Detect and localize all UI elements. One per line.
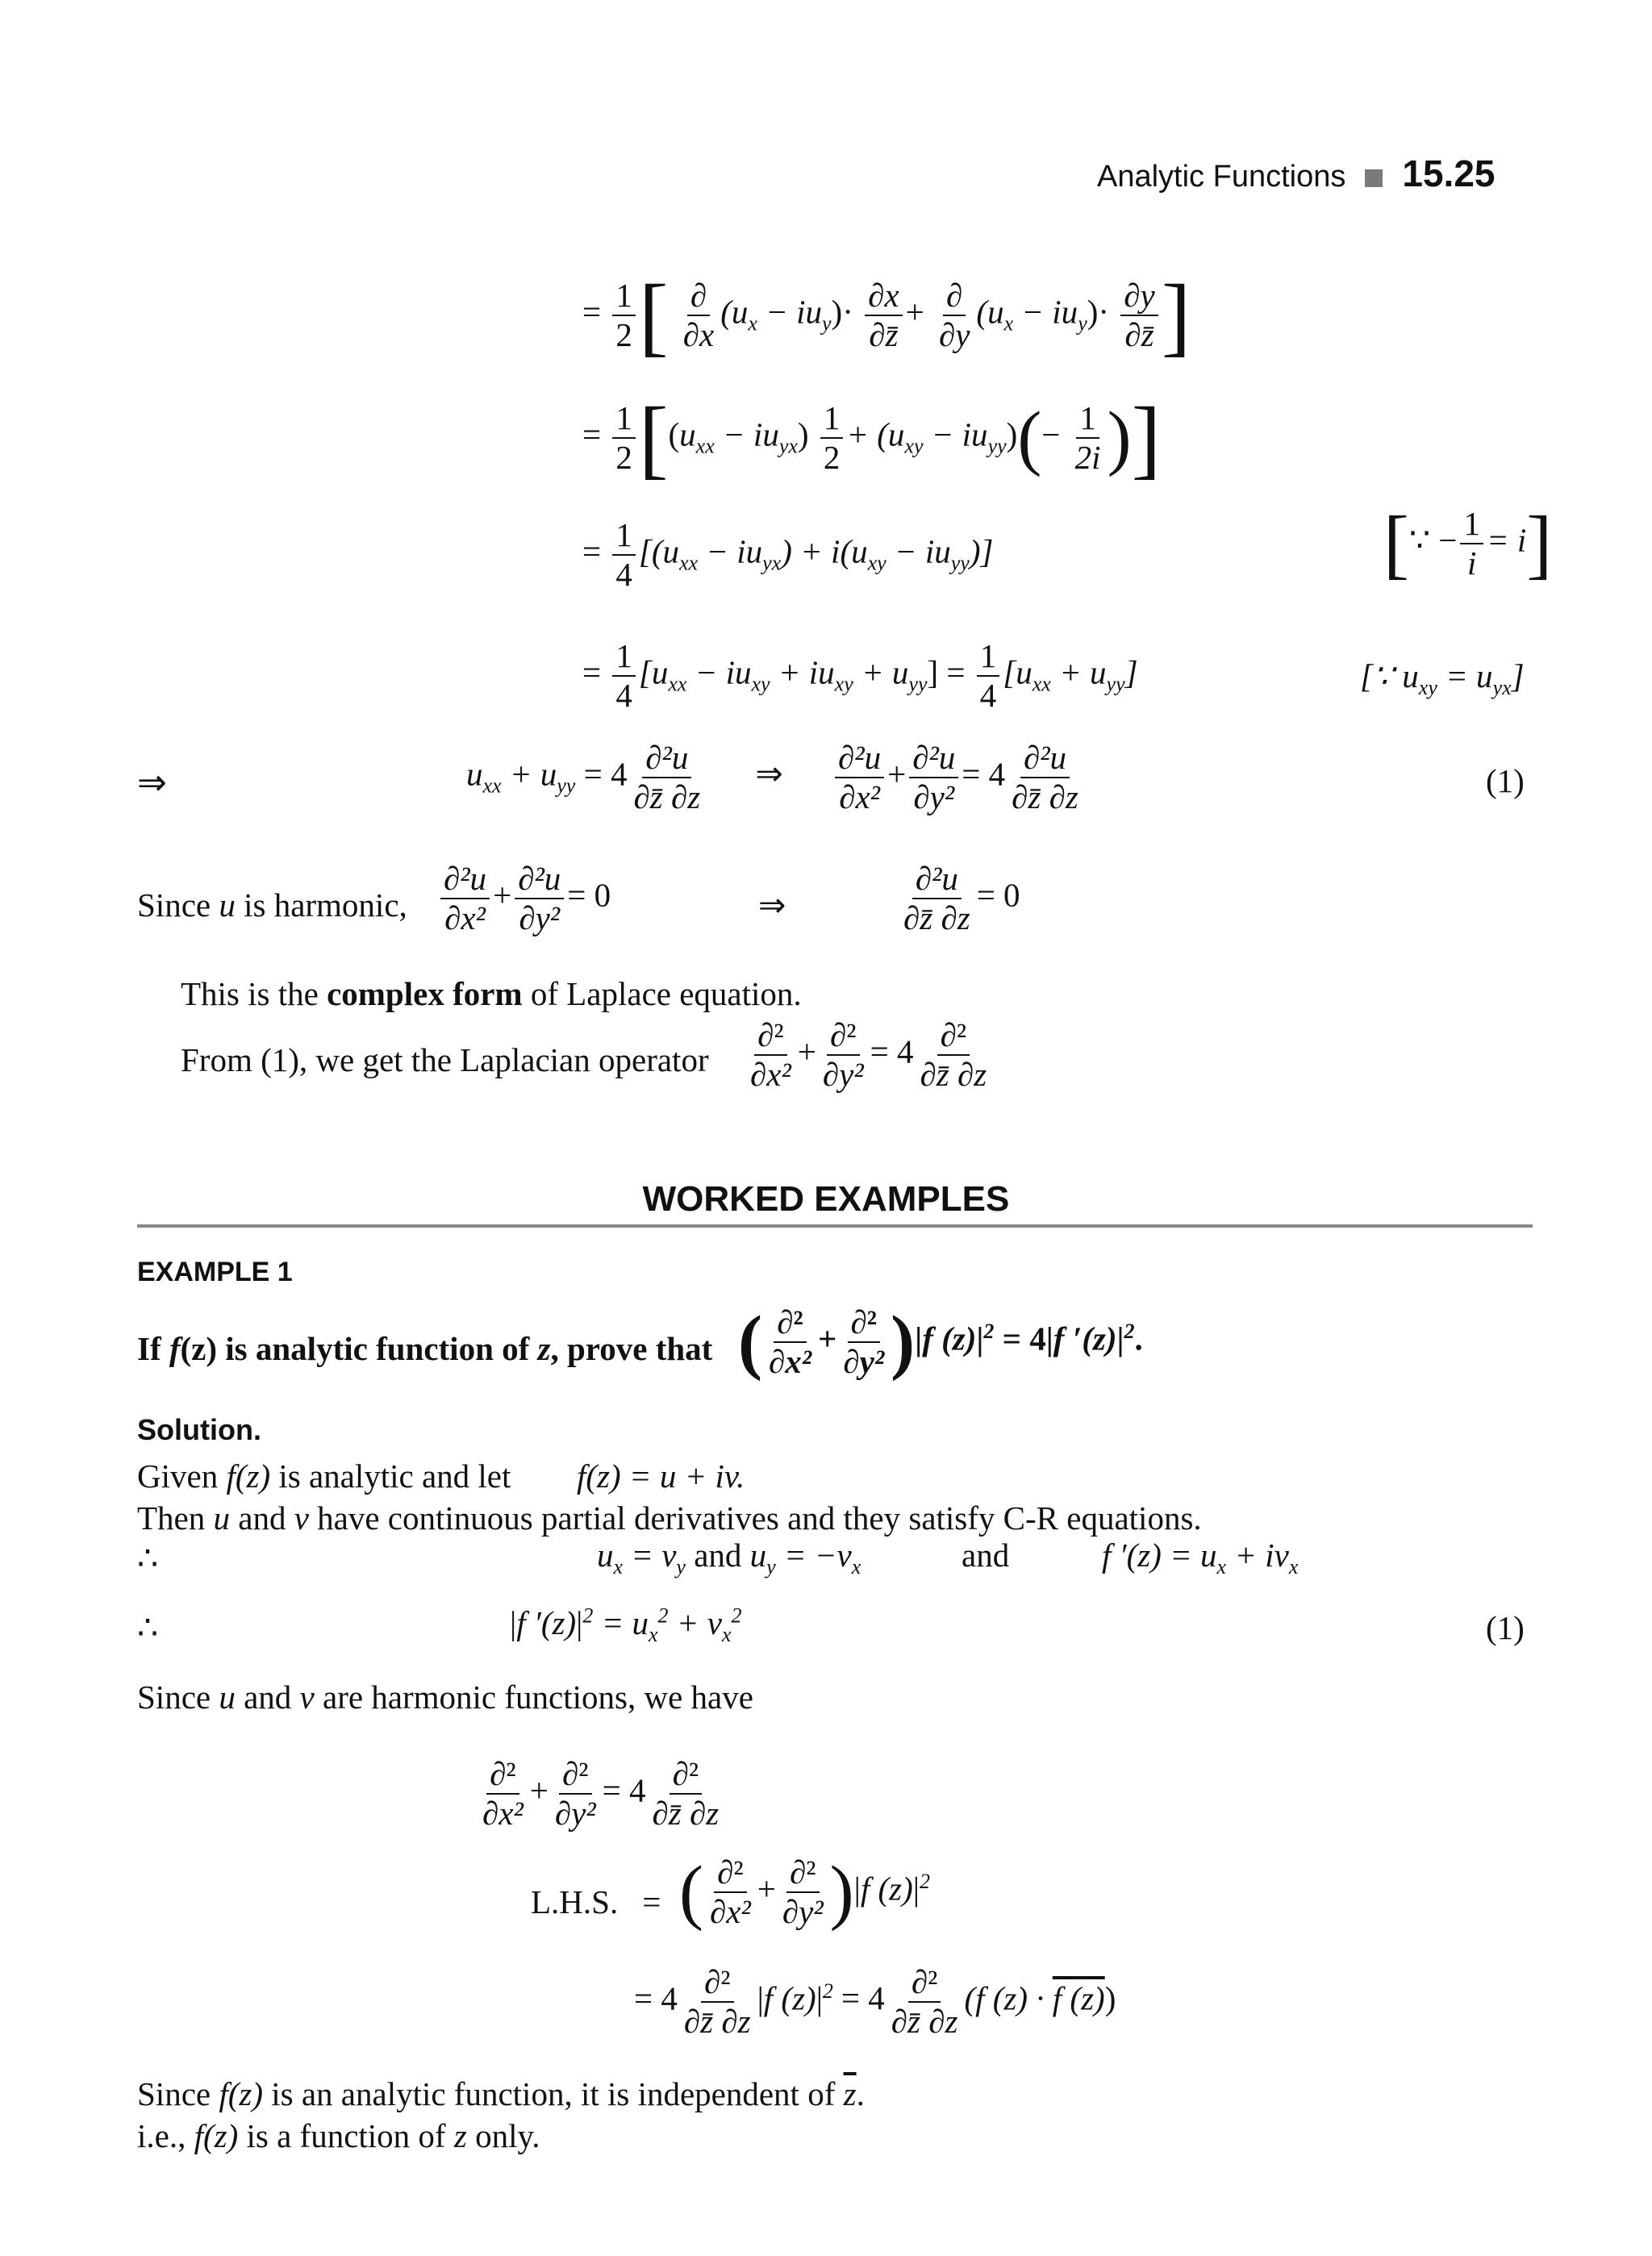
right-bracket: ] bbox=[1526, 500, 1553, 586]
given-equation: f(z) = u + iv. bbox=[577, 1457, 745, 1495]
harmonic-statement: Since u is harmonic, bbox=[137, 886, 407, 924]
d2-dx2: $\frac{\text{∂²}}{\text{∂x²}}$ bbox=[482, 1755, 524, 1833]
modulus-equation: |f $'(z)|^2 = u_x^2 + v_x^2$ bbox=[510, 1603, 742, 1647]
function-of-z-line: i.e., f(z) is a function of z only. bbox=[137, 2117, 540, 2154]
equation-line-1: = $\frac{1}{2}$ [ $\frac{\partial}{\partial x}$ $(u_x - iu_y)\cdot$ $\frac{\partial x}{\partial z̄}$ + $\frac{\partial}{\partial y}$ $(u_x - iu_y)\cdot$ $\frac{\partial y}{\partial z̄}$ ] bbox=[582, 266, 1191, 365]
chapter-title: Analytic Functions bbox=[1097, 160, 1346, 194]
equation-line-4: = $\frac{1}{4}$ $[u_{xx} - iu_{xy} + iu_{xy} + u_{yy}]$ = $\frac{1}{4}$ $[u_{xx} + u_{yy}]$ bbox=[582, 637, 1138, 715]
section-rule bbox=[137, 1224, 1533, 1228]
given-line: Given f(z) is analytic and let bbox=[137, 1457, 511, 1495]
d2u-dzbar-dz-2: $\frac{\text{∂²u}}{\partial z̄ \partial z}$ bbox=[1012, 739, 1078, 816]
note-one-over-i: [∵ − $\frac{1}{i}$ = i] bbox=[1383, 500, 1553, 586]
right-bracket: ] bbox=[1161, 266, 1191, 365]
d2-dx2: $\frac{\text{∂²}}{\text{∂x²}}$ bbox=[750, 1016, 791, 1094]
fraction-one-over-i: $\frac{1}{i}$ bbox=[1460, 507, 1483, 581]
equation-line-5: $u_{xx} + u_{yy} = 4$ $\frac{\text{∂²u}}{\partial z̄ \partial z}$ ⇒ $\frac{\text{∂²u}}{\text{∂x²}}$ + $\frac{\text{∂²u}}{\text{∂y²}}$ = 4 $\frac{\text{∂²u}}{\partial z̄ \partial z}$ bbox=[466, 740, 1085, 815]
example-statement: If f(z) is analytic function of z, prove that bbox=[137, 1330, 713, 1367]
example-equation: ( $\frac{\text{∂²}}{\text{∂x²}}$ + $\frac{\text{∂²}}{\text{∂y²}}$ )|f $(z)|^2 = 4|f$ $'(z)|^2$. bbox=[738, 1302, 1143, 1382]
d2u-dy2: $\frac{\text{∂²u}}{\text{∂y²}}$ bbox=[515, 861, 564, 936]
equals-sign: = bbox=[582, 293, 602, 331]
d2-dy2: $\frac{\text{∂²}}{\text{∂y²}}$ bbox=[554, 1755, 596, 1833]
solution-label: Solution. bbox=[137, 1413, 261, 1446]
running-header bbox=[1097, 152, 1496, 195]
term-u: (u bbox=[720, 293, 749, 331]
operator-equation: $\frac{\text{∂²}}{\text{∂x²}}$ + $\frac{\text{∂²}}{\text{∂y²}}$ = 4 $\frac{\text{∂²}}{\partial z̄ \partial z}$ bbox=[476, 1757, 725, 1831]
d2u-dx2: $\frac{\text{∂²u}}{\text{∂x²}}$ bbox=[835, 740, 884, 815]
therefore-symbol-2: ∴ bbox=[137, 1609, 159, 1646]
d2u-dzbar-dz: $\frac{\text{∂²u}}{\partial z̄ \partial z}$ bbox=[903, 860, 970, 937]
derivative-expression: f $'(z) = u_x + iv_x$ bbox=[1102, 1537, 1299, 1579]
dy-dzbar-fraction: $\frac{\partial y}{\partial z̄}$ bbox=[1120, 278, 1158, 352]
lhs-expression: ( $\frac{\text{∂²}}{\text{∂x²}}$ + $\frac{\text{∂²}}{\text{∂y²}}$ )|f $(z)|^2$ bbox=[679, 1852, 930, 1933]
equation-number-1b: (1) bbox=[1486, 1609, 1525, 1646]
d2-dzbar-dz: $\frac{\text{∂²}}{\partial z̄ \partial z}$ bbox=[920, 1016, 987, 1094]
d2-dx2: $\frac{\text{∂²}}{\text{∂x²}}$ bbox=[709, 1854, 751, 1931]
d2-dx2: $\frac{\text{∂²}}{\text{∂x²}}$ bbox=[768, 1303, 812, 1381]
d2-dzbar-dz: $\frac{\text{∂²}}{\partial z̄ \partial z}$ bbox=[652, 1755, 720, 1833]
d2u-dx2: $\frac{\text{∂²u}}{\text{∂x²}}$ bbox=[440, 861, 490, 936]
section-title: WORKED EXAMPLES bbox=[642, 1179, 1010, 1219]
left-bracket: [ bbox=[1383, 500, 1409, 586]
rhs-expression: = 4 $\frac{\text{∂²}}{\partial z̄ \partial z}$ |f $(z)|^2 = 4$ $\frac{\text{∂²}}{\partial z̄ \partial z}$ (f (z) · f (z)) bbox=[634, 1963, 1116, 2041]
equation-line-3: = $\frac{1}{4}$ $[(u_{xx} - iu_{yx}) + i(u_{xy} - iu_{yy})]$ bbox=[582, 516, 994, 594]
implies-arrow: ⇒ bbox=[137, 763, 167, 803]
d2u-dzbar-dz: $\frac{\text{∂²u}}{\partial z̄ \partial z}$ bbox=[633, 739, 701, 816]
implies-arrow-2: ⇒ bbox=[758, 886, 786, 924]
fraction-quarter: $\frac{1}{4}$ bbox=[612, 518, 636, 592]
equation-line-2: = $\frac{1}{2}$ [$(u_{xx} - iu_{yx})$ $\frac{1}{2}$ + $(u_{xy} - iu_{yy})(-$ $\frac{1}{2i}$ )] bbox=[582, 389, 1162, 487]
d2u-dy2: $\frac{\text{∂²u}}{\text{∂y²}}$ bbox=[909, 740, 958, 815]
fraction-half: $\frac{1}{2}$ bbox=[612, 278, 636, 352]
fraction-quarter: $\frac{1}{4}$ bbox=[612, 639, 636, 713]
therefore-symbol: ∴ bbox=[137, 1540, 159, 1577]
laplacian-sentence: From (1), we get the Laplacian operator bbox=[181, 1041, 709, 1078]
separator-square-icon bbox=[1365, 169, 1383, 187]
equation-number-1: (1) bbox=[1486, 762, 1525, 799]
example-label: EXAMPLE 1 bbox=[137, 1257, 293, 1287]
d2-dy2: $\frac{\text{∂²}}{\text{∂y²}}$ bbox=[782, 1854, 824, 1931]
then-line: Then u and v have continuous partial derivatives and they satisfy C-R equations. bbox=[137, 1499, 1202, 1537]
d2-dy2: $\frac{\text{∂²}}{\text{∂y²}}$ bbox=[822, 1016, 864, 1094]
harmonic-functions-line: Since u and v are harmonic functions, we have bbox=[137, 1678, 753, 1716]
harmonic-equation: $\frac{\text{∂²u}}{\text{∂x²}}$ + $\frac{\text{∂²u}}{\text{∂y²}}$ = 0 bbox=[437, 861, 611, 936]
d2-dzbar-dz: $\frac{\text{∂²}}{\partial z̄ \partial z}$ bbox=[683, 1963, 751, 2041]
fraction-half: $\frac{1}{2}$ bbox=[612, 401, 636, 475]
lhs-label: L.H.S. = bbox=[531, 1883, 661, 1920]
d2-dzbar-dz-2: $\frac{\text{∂²}}{\partial z̄ \partial z}$ bbox=[891, 1963, 958, 2041]
laplacian-operator: $\frac{\text{∂²}}{\text{∂x²}}$ + $\frac{\text{∂²}}{\text{∂y²}}$ = 4 $\frac{\text{∂²}}{\partial z̄ \partial z}$ bbox=[744, 1018, 993, 1092]
fraction-quarter-2: $\frac{1}{4}$ bbox=[977, 639, 1000, 713]
partial-x-operator: $\frac{\partial}{\partial x}$ bbox=[682, 276, 715, 353]
fraction-half-2: $\frac{1}{2}$ bbox=[820, 401, 844, 475]
one-over-2i: $\frac{1}{2i}$ bbox=[1074, 398, 1101, 476]
cr-equations: $u_x = v_y$ and $u_y = -v_x$ bbox=[597, 1537, 861, 1579]
partial-y-operator: $\frac{\partial}{\partial y}$ bbox=[938, 276, 970, 353]
analytic-independence-line: Since f(z) is an analytic function, it is independent of $\overline{z}$. bbox=[137, 2075, 865, 2112]
and-word: and bbox=[962, 1537, 1010, 1574]
left-bracket: [ bbox=[638, 389, 669, 487]
complex-form-sentence: This is the complex form of Laplace equation. bbox=[181, 975, 802, 1012]
note-mixed-partials: [∵ $u_{xy} = u_{yx}$] bbox=[1360, 657, 1525, 700]
dx-dzbar-fraction: $\frac{\partial x}{\partial z̄}$ bbox=[865, 278, 902, 352]
d2-dy2: $\frac{\text{∂²}}{\text{∂y²}}$ bbox=[843, 1303, 885, 1381]
page-number: 15.25 bbox=[1402, 152, 1496, 194]
right-bracket: ] bbox=[1131, 389, 1162, 487]
complex-laplace-equation: $\frac{\text{∂²u}}{\partial z̄ \partial z}$ = 0 bbox=[897, 861, 1020, 936]
left-bracket: [ bbox=[638, 266, 669, 365]
